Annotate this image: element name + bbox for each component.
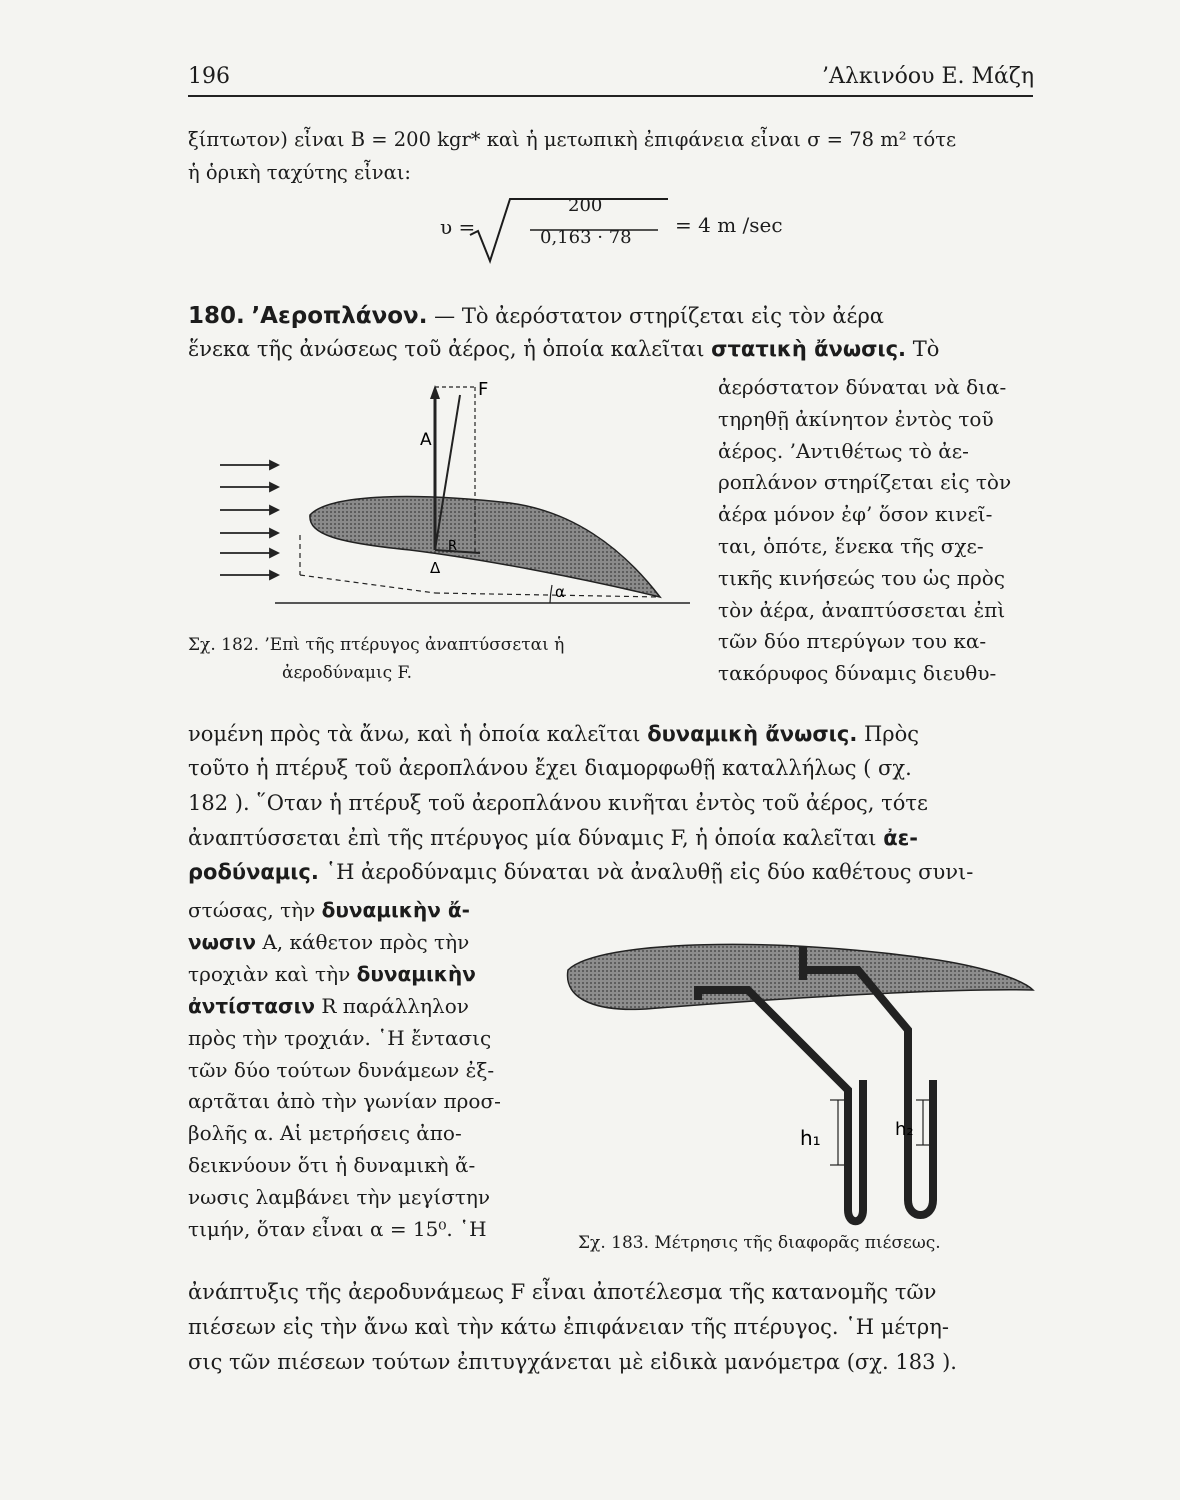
figure-183-manometer xyxy=(558,930,1038,1230)
closing-line-3: σις τῶν πιέσεων τούτων ἐπιτυγχάνεται μὲ εἰδικὰ μανόμετρα (σχ. 183 ). xyxy=(188,1350,957,1374)
manometer-tube-1 xyxy=(698,990,848,1210)
label-alpha: α xyxy=(555,583,565,601)
narrow-line: τιμήν, ὅταν εἶναι α = 15⁰. ῾Η xyxy=(188,1217,487,1242)
full-line-1-end: Πρὸς xyxy=(863,722,920,746)
side-line: ται, ὁπότε, ἕνεκα τῆς σχε- xyxy=(718,533,984,558)
full-line-1-text: νομένη πρὸς τὰ ἄνω, καὶ ἡ ὁποία καλεῖται xyxy=(188,722,641,746)
term-static-lift: στατικὴ ἄνωσις. xyxy=(711,337,907,361)
section-title: ’Αεροπλάνον. xyxy=(251,303,428,329)
side-line: ἀερόστατον δύναται νὰ δια- xyxy=(718,375,1007,399)
full-line-5 xyxy=(188,860,973,884)
full-line-4 xyxy=(188,826,918,850)
closing-line-2: πιέσεων εἰς τὴν ἄνω καὶ τὴν κάτω ἐπιφάνειαν τῆς πτέρυγος. ῾Η μέτρη- xyxy=(188,1315,949,1339)
side-line: τῶν δύο πτερύγων του κα- xyxy=(718,629,987,654)
narrow-text-block xyxy=(188,895,501,1246)
figure-182-caption-line-1: Σχ. 182. ’Επὶ τῆς πτέρυγος ἀναπτύσσεται ἡ xyxy=(188,635,565,655)
full-line-5-text: ῾Η ἀεροδύναμις δύναται νὰ ἀναλυθῇ εἰς δύο καθέτους συνι- xyxy=(325,860,974,884)
narrow-line: νωσις λαμβάνει τὴν μεγίστην xyxy=(188,1185,491,1210)
figure-183-caption: Σχ. 183. Μέτρησις τῆς διαφορᾶς πιέσεως. xyxy=(578,1233,941,1253)
label-h1: h₁ xyxy=(800,1126,821,1150)
side-line: ἀέρα μόνον ἐφ’ ὅσον κινεῖ- xyxy=(718,502,993,527)
full-line-1 xyxy=(188,722,919,746)
full-line-4-text: ἀναπτύσσεται ἐπὶ τῆς πτέρυγος μία δύναμις F, ἡ ὁποία καλεῖται xyxy=(188,826,877,850)
section-line2-text: ἕνεκα τῆς ἀνώσεως τοῦ ἀέρος, ἡ ὁποία καλεῖται xyxy=(188,337,705,361)
side-text-block xyxy=(718,372,1011,690)
narrow-line: τῶν δύο τούτων δυνάμεων ἐξ- xyxy=(188,1057,495,1082)
side-line: τὸν ἀέρα, ἀναπτύσσεται ἐπὶ xyxy=(718,597,1006,622)
formula-result: = 4 m /sec xyxy=(675,213,783,237)
label-A: A xyxy=(420,430,432,450)
narrow-line: ἀντίστασιν R παράλληλον xyxy=(188,993,469,1018)
section-line2-end: Τὸ xyxy=(912,337,940,361)
formula-lhs: υ = xyxy=(440,215,476,239)
section-line-2 xyxy=(188,337,939,361)
page-number: 196 xyxy=(188,64,230,89)
running-header-author: ’Αλκινόου Ε. Μάζη xyxy=(822,64,1034,89)
header-rule xyxy=(188,95,1033,97)
intro-line-1: ξίπτωτον) εἶναι B = 200 kgr* καὶ ἡ μετωπικὴ ἐπιφάνεια εἶναι σ = 78 m² τότε xyxy=(188,128,957,151)
formula-denominator: 0,163 · 78 xyxy=(540,227,632,248)
narrow-line: νωσιν A, κάθετον πρὸς τὴν xyxy=(188,929,470,954)
full-line-3: 182 ). ῞Οταν ἡ πτέρυξ τοῦ ἀεροπλάνου κινῆται ἐντὸς τοῦ ἀέρος, τότε xyxy=(188,791,928,815)
narrow-line: τροχιὰν καὶ τὴν δυναμικὴν xyxy=(188,961,476,986)
side-line: ἀέρος. ’Αντιθέτως τὸ ἀε- xyxy=(718,438,969,463)
narrow-line: αρτᾶται ἀπὸ τὴν γωνίαν προσ- xyxy=(188,1089,501,1114)
term-dynamic-lift: δυναμικὴ ἄνωσις. xyxy=(647,722,858,746)
section-heading-line xyxy=(188,303,884,329)
figure-182-airfoil xyxy=(190,375,710,615)
side-line: τικῆς κινήσεώς του ὡς πρὸς xyxy=(718,565,1005,590)
term-aerodynamic-force-b: ροδύναμις. xyxy=(188,860,319,884)
intro-line-2: ἡ ὁρικὴ ταχύτης εἶναι: xyxy=(188,161,412,184)
full-line-2: τοῦτο ἡ πτέρυξ τοῦ ἀεροπλάνου ἔχει διαμορφωθῇ καταλλήλως ( σχ. xyxy=(188,756,912,780)
narrow-line: δεικνύουν ὅτι ἡ δυναμικὴ ἄ- xyxy=(188,1153,476,1178)
narrow-line: πρὸς τὴν τροχιάν. ῾Η ἔντασις xyxy=(188,1025,492,1050)
label-delta: Δ xyxy=(430,559,441,577)
label-F: F xyxy=(478,379,489,400)
label-h2: h₂ xyxy=(895,1119,914,1140)
side-line: τακόρυφος δύναμις διευθυ- xyxy=(718,661,997,686)
narrow-line: στώσας, τὴν δυναμικὴν ἄ- xyxy=(188,898,470,922)
airflow-arrows xyxy=(220,461,278,579)
section-line1-rest: — Τὸ ἀερόστατον στηρίζεται εἰς τὸν ἀέρα xyxy=(434,304,884,328)
manometer-tube-2 xyxy=(803,970,908,1200)
formula-numerator: 200 xyxy=(568,195,603,216)
velocity-formula xyxy=(440,195,840,265)
side-line: τηρηθῇ ἀκίνητον ἐντὸς τοῦ xyxy=(718,406,994,431)
term-aerodynamic-force-a: ἀε- xyxy=(883,826,919,850)
figure-182-caption-line-2: ἀεροδύναμις F. xyxy=(282,663,413,683)
closing-line-1: ἀνάπτυξις τῆς ἀεροδυνάμεως F εἶναι ἀποτέλεσμα τῆς κατανομῆς τῶν xyxy=(188,1280,937,1304)
airfoil-wing xyxy=(310,497,660,597)
section-number: 180. xyxy=(188,303,245,329)
narrow-line: βολῆς α. Αἱ μετρήσεις ἀπο- xyxy=(188,1121,462,1146)
side-line: ροπλάνον στηρίζεται εἰς τὸν xyxy=(718,470,1012,495)
label-R: R xyxy=(448,539,458,554)
